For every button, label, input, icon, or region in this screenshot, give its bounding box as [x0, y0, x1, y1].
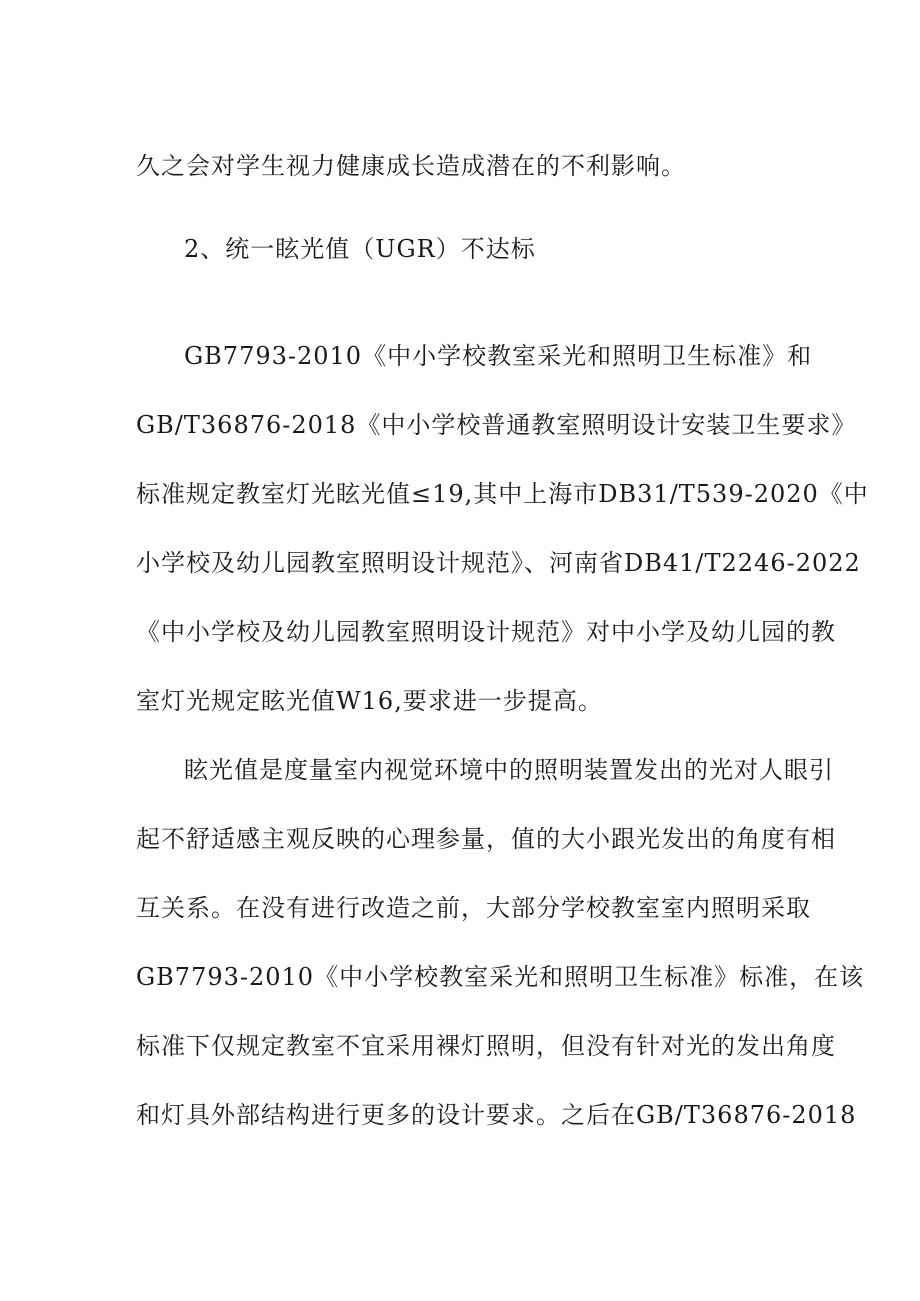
- paragraph-line: GB/T36876-2018《中小学校普通教室照明设计安装卫生要求》: [136, 411, 857, 439]
- paragraph-line: 互关系。在没有进行改造之前，大部分学校教室室内照明采取: [136, 894, 811, 922]
- paragraph-line: 标准规定教室灯光眩光值≤19,其中上海市DB31/T539-2020《中: [136, 480, 869, 508]
- paragraph-line: 标准下仅规定教室不宜采用裸灯照明，但没有针对光的发出角度: [136, 1032, 836, 1060]
- paragraph-line: 眩光值是度量室内视觉环境中的照明装置发出的光对人眼引: [184, 756, 834, 784]
- paragraph-line: 久之会对学生视力健康成长造成潜在的不利影响。: [136, 152, 686, 180]
- paragraph-line: 起不舒适感主观反映的心理参量，值的大小跟光发出的角度有相: [136, 825, 836, 853]
- paragraph-line: 《中小学校及幼儿园教室照明设计规范》对中小学及幼儿园的教: [136, 618, 836, 646]
- paragraph-line: 室灯光规定眩光值W16,要求进一步提高。: [136, 687, 603, 715]
- paragraph-line: 和灯具外部结构进行更多的设计要求。之后在GB/T36876-2018: [136, 1101, 857, 1129]
- paragraph-line: GB7793-2010《中小学校教室采光和照明卫生标准》标准，在该: [136, 963, 865, 991]
- paragraph-line: GB7793-2010《中小学校教室采光和照明卫生标准》和: [184, 342, 813, 370]
- section-heading: 2、统一眩光值（UGR）不达标: [184, 235, 536, 263]
- paragraph-line: 小学校及幼儿园教室照明设计规范》、河南省DB41/T2246-2022: [136, 549, 861, 577]
